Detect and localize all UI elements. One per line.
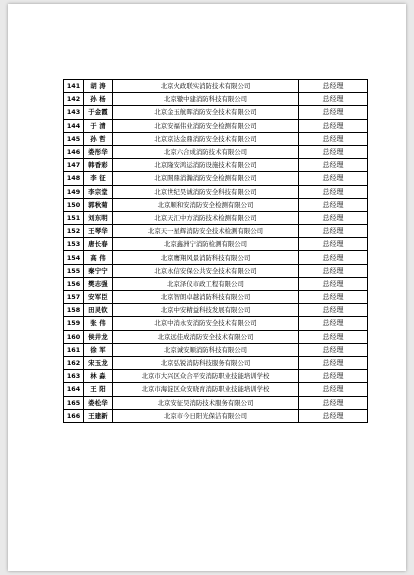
row-number: 151	[64, 211, 84, 224]
row-number: 164	[64, 383, 84, 396]
job-title: 总经理	[299, 238, 368, 251]
job-title: 总经理	[299, 251, 368, 264]
row-number: 162	[64, 356, 84, 369]
organization-name: 北京六合成消防技术有限公司	[113, 145, 299, 158]
row-number: 160	[64, 330, 84, 343]
job-title: 总经理	[299, 264, 368, 277]
person-name: 郭秋菊	[84, 198, 113, 211]
person-name: 唐长春	[84, 238, 113, 251]
table-row	[64, 317, 368, 330]
job-title: 总经理	[299, 317, 368, 330]
person-name: 田灵钦	[84, 304, 113, 317]
organization-name: 北京泽仪市政工程有限公司	[113, 277, 299, 290]
table-row	[64, 225, 368, 238]
row-number: 146	[64, 145, 84, 158]
job-title: 总经理	[299, 383, 368, 396]
job-title: 总经理	[299, 343, 368, 356]
organization-name: 北京鑫洲宁消防检测有限公司	[113, 238, 299, 251]
person-name: 孙 哲	[84, 132, 113, 145]
person-name: 高 伟	[84, 251, 113, 264]
person-name: 于金霞	[84, 106, 113, 119]
job-title: 总经理	[299, 132, 368, 145]
person-name: 林 淼	[84, 370, 113, 383]
row-number: 159	[64, 317, 84, 330]
organization-name: 北京安征昊消防技术服务有限公司	[113, 396, 299, 409]
person-name: 侯井龙	[84, 330, 113, 343]
table-row	[64, 145, 368, 158]
organization-name: 北京智朗卓越消防科技有限公司	[113, 291, 299, 304]
person-name: 王琴华	[84, 225, 113, 238]
job-title: 总经理	[299, 106, 368, 119]
job-title: 总经理	[299, 80, 368, 93]
organization-name: 北京弘锐消防科技服务有限公司	[113, 356, 299, 369]
job-title: 总经理	[299, 211, 368, 224]
person-name: 李宗堂	[84, 185, 113, 198]
organization-name: 北京诚安顺消防科技有限公司	[113, 343, 299, 356]
row-number: 149	[64, 185, 84, 198]
table-row	[64, 185, 368, 198]
job-title: 总经理	[299, 225, 368, 238]
table-row	[64, 198, 368, 211]
personnel-table	[63, 79, 368, 423]
job-title: 总经理	[299, 145, 368, 158]
job-title: 总经理	[299, 93, 368, 106]
job-title: 总经理	[299, 330, 368, 343]
person-name: 徐 军	[84, 343, 113, 356]
job-title: 总经理	[299, 396, 368, 409]
row-number: 154	[64, 251, 84, 264]
table-row	[64, 330, 368, 343]
job-title: 总经理	[299, 185, 368, 198]
person-name: 刘东明	[84, 211, 113, 224]
organization-name: 北京鹰翔风景消防科技有限公司	[113, 251, 299, 264]
organization-name: 北京中安精益科技发展有限公司	[113, 304, 299, 317]
person-name: 樊志强	[84, 277, 113, 290]
organization-name: 北京火政联实消防技术有限公司	[113, 80, 299, 93]
row-number: 157	[64, 291, 84, 304]
row-number: 155	[64, 264, 84, 277]
job-title: 总经理	[299, 291, 368, 304]
person-name: 宋玉龙	[84, 356, 113, 369]
table-row	[64, 356, 368, 369]
row-number: 143	[64, 106, 84, 119]
organization-name: 北京市今日阳光保洁有限公司	[113, 409, 299, 422]
row-number: 158	[64, 304, 84, 317]
row-number: 165	[64, 396, 84, 409]
job-title: 总经理	[299, 198, 368, 211]
row-number: 141	[64, 80, 84, 93]
organization-name: 北京辙中建消防科技有限公司	[113, 93, 299, 106]
row-number: 161	[64, 343, 84, 356]
organization-name: 北京永信安保公共安全技术有限公司	[113, 264, 299, 277]
person-name: 秦宁宁	[84, 264, 113, 277]
job-title: 总经理	[299, 356, 368, 369]
document-page	[8, 4, 406, 571]
organization-name: 北京市大兴区众合平安消防职业技能培训学校	[113, 370, 299, 383]
table-row	[64, 264, 368, 277]
organization-name: 北京安福伟业消防安全检测有限公司	[113, 119, 299, 132]
table-row	[64, 119, 368, 132]
row-number: 153	[64, 238, 84, 251]
job-title: 总经理	[299, 409, 368, 422]
person-name: 李 征	[84, 172, 113, 185]
person-name: 娄松华	[84, 396, 113, 409]
table-row	[64, 304, 368, 317]
organization-name: 北京天汇中方消防技术检测有限公司	[113, 211, 299, 224]
row-number: 144	[64, 119, 84, 132]
row-number: 148	[64, 172, 84, 185]
organization-name: 北京開鼎消瀚消防安全检测有限公司	[113, 172, 299, 185]
job-title: 总经理	[299, 277, 368, 290]
table-row	[64, 238, 368, 251]
row-number: 147	[64, 159, 84, 172]
row-number: 163	[64, 370, 84, 383]
job-title: 总经理	[299, 159, 368, 172]
person-name: 王建新	[84, 409, 113, 422]
table-row	[64, 370, 368, 383]
table-row	[64, 211, 368, 224]
job-title: 总经理	[299, 304, 368, 317]
person-name: 王 阳	[84, 383, 113, 396]
person-name: 孙 杨	[84, 93, 113, 106]
organization-name: 北京天一星辉消防安全技术检测有限公司	[113, 225, 299, 238]
organization-name: 北京京达金鼎消防安全技术有限公司	[113, 132, 299, 145]
row-number: 156	[64, 277, 84, 290]
person-name: 安军臣	[84, 291, 113, 304]
table-row	[64, 291, 368, 304]
row-number: 142	[64, 93, 84, 106]
organization-name: 北京中消永安消防安全技术有限公司	[113, 317, 299, 330]
row-number: 152	[64, 225, 84, 238]
row-number: 150	[64, 198, 84, 211]
table-row	[64, 80, 368, 93]
table-row	[64, 159, 368, 172]
organization-name: 北京远佳成消防安全技术有限公司	[113, 330, 299, 343]
person-name: 胡 涛	[84, 80, 113, 93]
row-number: 145	[64, 132, 84, 145]
person-name: 于 清	[84, 119, 113, 132]
table-row	[64, 132, 368, 145]
person-name: 韩香彩	[84, 159, 113, 172]
job-title: 总经理	[299, 370, 368, 383]
person-name: 娄彤华	[84, 145, 113, 158]
organization-name: 北京顺和安消防安全检测有限公司	[113, 198, 299, 211]
organization-name: 北京市海淀区众安晓育消防职业技能培训学校	[113, 383, 299, 396]
table-row	[64, 251, 368, 264]
table-row	[64, 106, 368, 119]
row-number: 166	[64, 409, 84, 422]
table-row	[64, 409, 368, 422]
person-name: 张 伟	[84, 317, 113, 330]
table-row	[64, 343, 368, 356]
table-row	[64, 383, 368, 396]
job-title: 总经理	[299, 172, 368, 185]
organization-name: 北京隆安鸿运消防设施技术有限公司	[113, 159, 299, 172]
table-row	[64, 396, 368, 409]
organization-name: 北京世纪昊诚消防安全科技有限公司	[113, 185, 299, 198]
table-row	[64, 93, 368, 106]
organization-name: 北京金玉航晖消防安全技术有限公司	[113, 106, 299, 119]
table-row	[64, 172, 368, 185]
table-row	[64, 277, 368, 290]
job-title: 总经理	[299, 119, 368, 132]
